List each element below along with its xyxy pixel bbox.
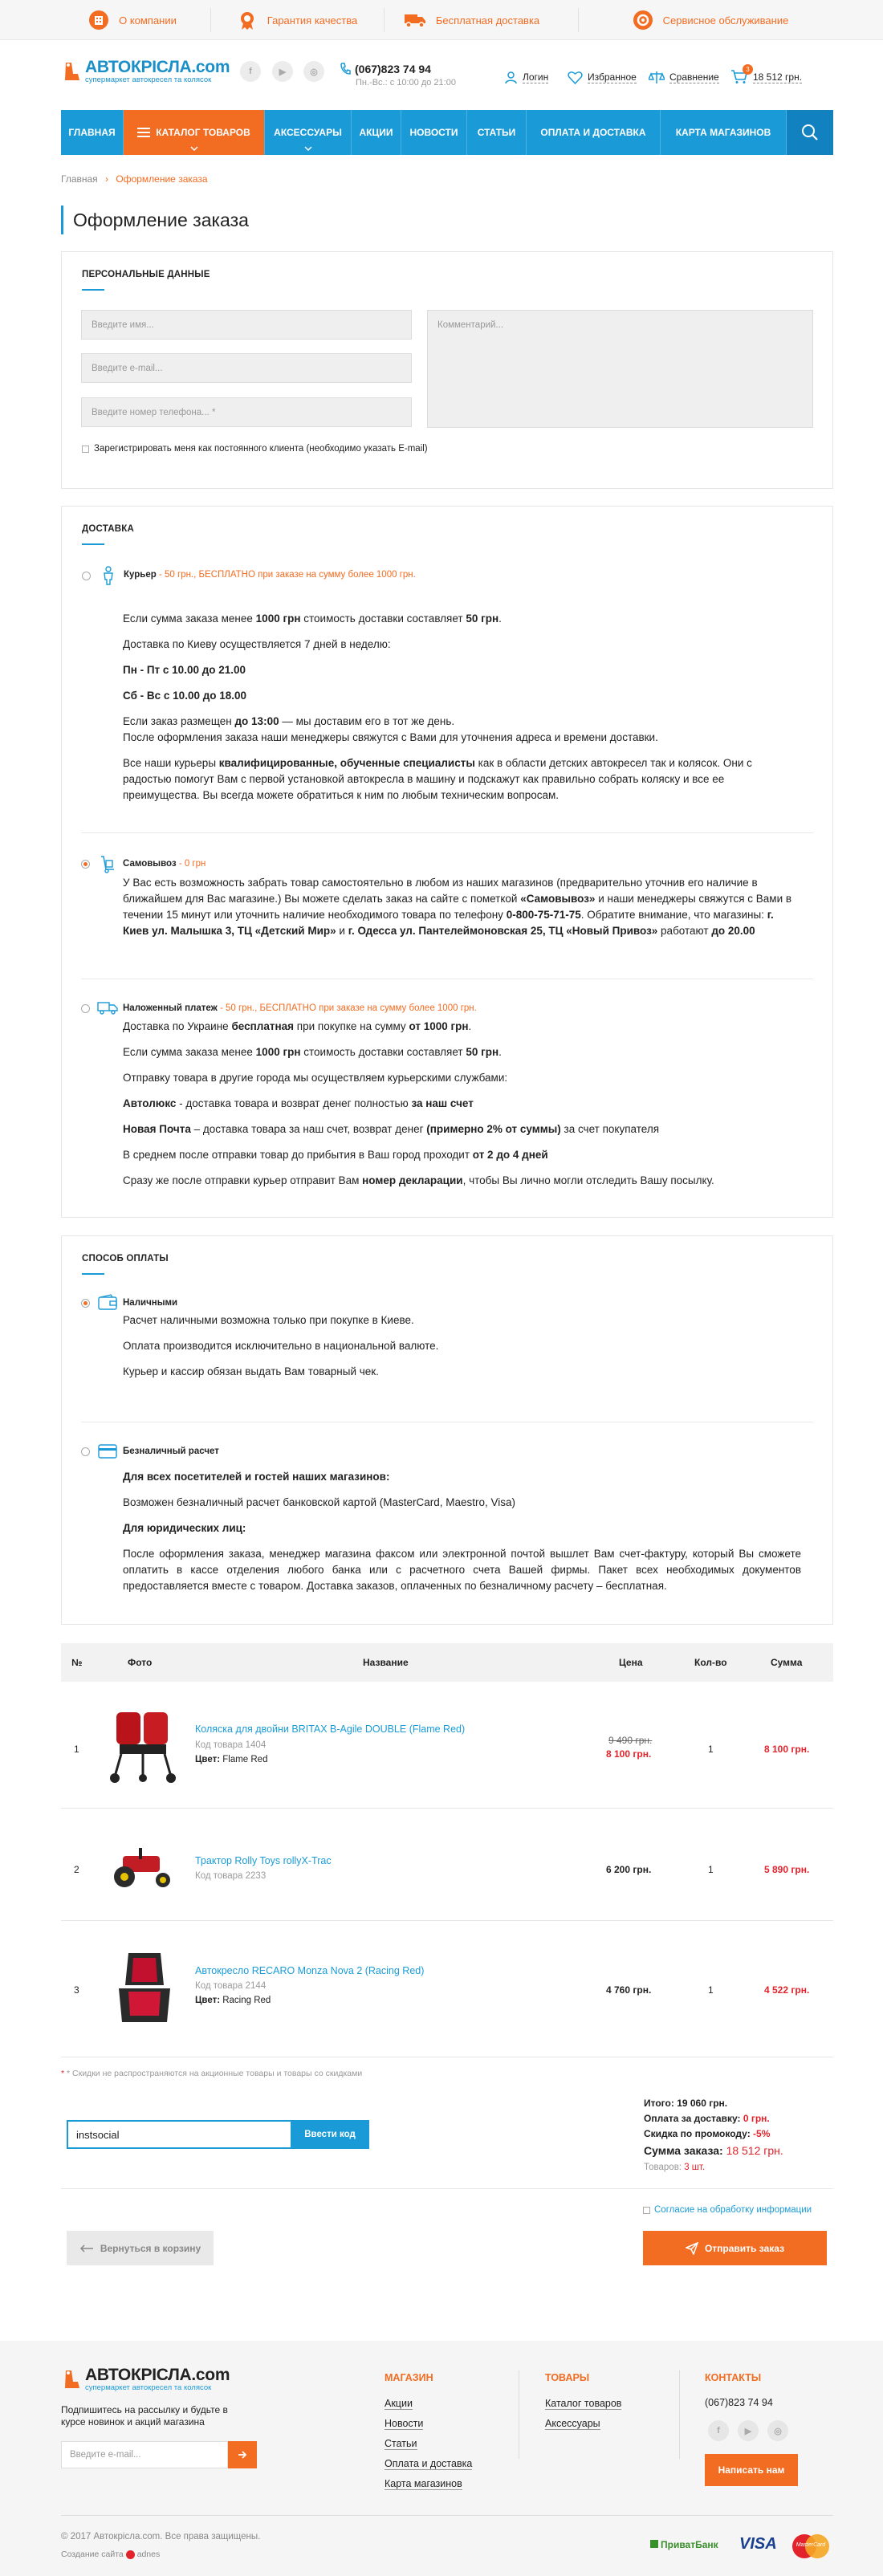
product-name-link[interactable]: Автокресло RECARO Monza Nova 2 (Racing Red) [195,1965,425,1976]
breadcrumb [61,173,208,185]
footer-link-sales[interactable]: Акции [385,2398,413,2409]
wallet-icon [98,1294,117,1310]
table-row: 1 Коляска для двойни BRITAX B-Agile DOUBLE (Flame Red) Код товара 1404 Цвет: Flame Red 9 490 грн. 8 100 грн. 1 8 100 грн. [61,1682,833,1809]
nav-catalog[interactable]: КАТАЛОГ ТОВАРОВ [124,110,265,155]
favorites-link[interactable] [568,71,637,84]
chevron-down-icon [190,146,198,151]
nav-sales[interactable]: АКЦИИ [352,110,401,155]
privatbank-logo: ПриватБанк [650,2539,718,2550]
product-code: Код товара 2144 [195,1981,267,1991]
quantity: 1 [708,1744,714,1755]
product-image-stroller[interactable] [107,1706,181,1784]
noncash-name: Безналичный расчет [123,1447,219,1456]
name-field[interactable]: Введите имя... [81,310,412,340]
register-label: Зарегистрировать меня как постоянного клиента (необходимо указать E-mail) [94,444,428,454]
footer-link-payment[interactable]: Оплата и доставка [385,2458,473,2469]
product-image-car-seat[interactable] [111,1950,178,2027]
promo-discount-line: Скидка по промокоду: -5% [644,2128,771,2139]
price: 4 760 грн. [606,1984,652,1996]
truck-icon [97,1000,118,1015]
cod-text: Доставка по Украине бесплатная при покупке на сумму от 1000 грн. Если сумма заказа менее 1000 грн стоимость доставки составляет 50 грн. Отправку товара в другие города мы осуществляем курьерскими службами: Автолюкс - доставка товара и возврат денег полностью за наш счет Новая Почта – доставка товара за наш счет, возврат денег (примерно 2% от суммы) за счет покупателя В среднем после отправки товар до прибытия в Ваш город проходит от 2 до 4 дней Сразу же после отправки курьер отправит Вам номер декларации, чтобы Вы лично могли отследить Вашу посылку. [123,1020,714,1186]
user-icon [504,71,518,84]
phone-field[interactable]: Введите номер телефона... * [81,397,412,427]
arrow-left-icon [79,2244,94,2252]
cod-name: Наложенный платеж - 50 грн., БЕСПЛАТНО при заказе на сумму более 1000 грн. [123,1003,477,1013]
personal-title: ПЕРСОНАЛЬНЫЕ ДАННЫЕ [82,270,210,279]
product-color: Цвет: Racing Red [195,1996,271,2005]
breadcrumb-arrow-icon: › [105,173,109,185]
line-sum: 8 100 грн. [764,1744,810,1755]
footer-link-map[interactable]: Карта магазинов [385,2478,462,2489]
footer-logo[interactable] [61,2366,230,2392]
noncash-text: Для всех посетителей и гостей наших магазинов: Возможен безналичный расчет банковской картой (MasterCard, Maestro, Visa) Для юридических лиц: После оформления заказа, менеджер магазина факсом или электронной почтой вышлет Вам счет-фактуру, который Вы сможете оплатить в кассе отделения любого банка или с расчетного счета Вашей фирмы. Пакет всех необходимых документов предоставляется вместе с товаром. Доставка заказов, оплаченных по безналичному расчету – бесплатная. [123,1471,801,1592]
promo-input[interactable]: instsocial [67,2120,292,2149]
product-color: Цвет: Flame Red [195,1755,268,1764]
menu-icon [137,128,150,137]
nav-payment-delivery[interactable]: ОПЛАТА И ДОСТАВКА [527,110,661,155]
send-order-button[interactable]: Отправить заказ [643,2231,827,2265]
search-icon [801,124,819,141]
instagram-icon[interactable]: ◎ [303,61,324,82]
comment-field[interactable]: Комментарий... [427,310,813,428]
cash-name: Наличными [123,1298,178,1308]
visa-logo: VISA [739,2535,777,2553]
topbar-quality[interactable] [213,0,381,40]
logo-name: АВТОКРІСЛА.com [85,58,230,76]
topbar-service[interactable] [586,0,835,40]
scales-icon [649,71,665,84]
youtube-icon[interactable]: ▶ [738,2420,759,2441]
arrow-right-icon [238,2450,247,2460]
courier-icon [102,566,115,585]
cash-radio[interactable] [81,1299,90,1308]
heart-icon [568,71,583,84]
credit-card-icon [98,1444,117,1459]
topbar-delivery-label: Бесплатная доставка [435,14,540,26]
cart-table-header: № Фото Название Цена Кол-во Сумма [61,1643,833,1682]
building-icon [88,10,109,31]
quantity: 1 [708,1864,714,1875]
footer-link-articles[interactable]: Статьи [385,2438,417,2449]
youtube-icon[interactable]: ▶ [272,61,293,82]
agree-checkbox[interactable] [643,2207,650,2214]
nav-search-button[interactable] [787,110,833,155]
instagram-icon[interactable]: ◎ [767,2420,788,2441]
cod-radio[interactable] [81,1004,90,1013]
copyright: © 2017 Автокрісла.com. Все права защищены. [61,2532,261,2541]
nav-articles[interactable]: СТАТЬИ [467,110,527,155]
login-label: Логин [523,71,549,83]
gear-icon [633,10,653,31]
nav-store-map[interactable]: КАРТА МАГАЗИНОВ [661,110,787,155]
noncash-radio[interactable] [81,1447,90,1456]
write-us-button[interactable]: Написать нам [705,2454,798,2486]
login-link[interactable] [504,71,548,84]
product-code: Код товара 2233 [195,1871,267,1881]
footer-link-accessories[interactable]: Аксессуары [545,2418,600,2429]
agree-label[interactable]: Согласие на обработку информации [654,2205,812,2215]
personal-data-section [61,251,833,489]
subscribe-email-input[interactable]: Введите e-mail... [61,2441,228,2468]
chevron-down-icon [304,146,312,151]
header-hours: Пн.-Вс.: с 10:00 до 21:00 [356,78,456,87]
courier-radio[interactable] [82,572,91,580]
topbar-service-label: Сервисное обслуживание [662,14,789,26]
payment-title: СПОСОБ ОПЛАТЫ [82,1254,169,1264]
favorites-label: Избранное [588,71,637,83]
medal-icon [237,10,258,31]
footer-phone[interactable]: (067)823 74 94 [705,2397,773,2408]
cart-count-badge: 3 [743,64,753,75]
topbar-about-label: О компании [119,14,177,26]
created-by[interactable]: Создание сайта adnes [61,2550,161,2559]
cart-total[interactable]: 18 512 грн. [753,71,803,83]
page-title: Оформление заказа [61,206,249,234]
line-sum: 4 522 грн. [764,1984,810,1996]
send-icon [686,2242,698,2255]
table-row: 2 Трактор Rolly Toys rollyX-Trac Код товара 2233 6 200 грн. 1 5 890 грн. [61,1809,833,1921]
total-line: Итого: 19 060 грн. [644,2098,728,2109]
product-image-tractor[interactable] [107,1845,181,1890]
items-count-line: Товаров: 3 шт. [644,2163,706,2172]
main-nav [61,110,833,155]
product-name-link[interactable]: Трактор Rolly Toys rollyX-Trac [195,1855,332,1866]
courier-name: Курьер - 50 грн., БЕСПЛАТНО при заказе на сумму более 1000 грн. [124,570,416,580]
footer-goods-title: ТОВАРЫ [545,2372,590,2383]
product-name-link[interactable]: Коляска для двойни BRITAX B-Agile DOUBLE (Flame Red) [195,1723,466,1735]
delivery-cost-line: Оплата за доставку: 0 грн. [644,2113,770,2124]
register-checkbox[interactable] [82,446,89,453]
nav-accessories[interactable]: АКСЕССУАРЫ [265,110,352,155]
facebook-icon[interactable]: f [708,2420,729,2441]
line-sum: 5 890 грн. [764,1864,810,1875]
truck-icon [404,11,426,29]
breadcrumb-home[interactable]: Главная [61,173,98,185]
price: 6 200 грн. [606,1864,652,1875]
compare-label: Сравнение [669,71,719,83]
price: 8 100 грн. [606,1748,652,1760]
hand-truck-icon [100,856,116,873]
footer-link-catalog[interactable]: Каталог товаров [545,2398,622,2409]
breadcrumb-current: Оформление заказа [116,173,208,185]
topbar-quality-label: Гарантия качества [267,14,358,26]
product-code: Код товара 1404 [195,1740,267,1750]
logo-sub: супермаркет автокресел та колясок [85,75,212,84]
topbar-about[interactable] [56,0,209,40]
promo-apply-button[interactable]: Ввести код [291,2120,369,2149]
cash-text: Расчет наличными возможна только при покупке в Киеве. Оплата производится исключительно в национальной валюте. Курьер и кассир обязан выдать Вам товарный чек. [123,1314,439,1378]
topbar-delivery[interactable] [385,0,558,40]
footer-logo-sub: супермаркет автокресел та колясок [85,2383,212,2392]
pickup-text: У Вас есть возможность забрать товар самостоятельно в любом из наших магазинов (предварительно уточнив его наличие в ближайшем для Вас магазине.) Вы можете сделать заказ на сайте с пометкой «Самовывоз» и наши менеджеры свяжутся с Вами в течении 15 минут или уточнить наличие необходимого товара по телефону 0-800-75-71-75. Обратите внимание, что магазины: г. Киев ул. Малышка 3, ТЦ «Детский Мир» и г. Одесса ул. Пантелеймоновская 25, ТЦ «Новый Привоз» работают до 20.00 [123,877,792,937]
mastercard-logo: MasterCard [792,2534,829,2558]
footer-shop-title: МАГАЗИН [385,2372,433,2383]
table-row: 3 Автокресло RECARO Monza Nova 2 (Racing Red) Код товара 2144 Цвет: Racing Red 4 760 грн. 1 4 522 грн. [61,1921,833,2057]
adnes-logo-icon [126,2550,135,2559]
order-sum-line: Сумма заказа: 18 512 грн. [644,2144,783,2157]
pickup-name: Самовывоз - 0 грн [123,859,206,869]
top-bar [0,0,883,40]
site-logo[interactable] [61,58,230,84]
phone-icon [340,63,351,75]
header-phone[interactable]: (067)823 74 94 [355,63,431,75]
delivery-title: ДОСТАВКА [82,524,134,534]
courier-text: Если сумма заказа менее 1000 грн стоимость доставки составляет 50 грн. Доставка по Киеву осуществляется 7 дней в неделю: Пн - Пт с 10.00 до 21.00 Сб - Вс с 10.00 до 18.00 Если заказ размещен до 13:00 — мы доставим его в тот же день. После оформления заказа наши менеджеры свяжутся с Вами для уточнения адреса и времени доставки. Все наши курьеры квалифицированные, обученные специалисты как в области детских автокресел так и колясок. Они с радостью помогут Вам с первой установкой автокресла в машину и подскажут как правильно собрать коляску и все ее преимущества. Вы всегда можете обратиться к ним по любым техническим вопросам. [123,612,752,801]
quantity: 1 [708,1984,714,1996]
compare-link[interactable] [649,71,719,84]
subscribe-button[interactable] [228,2441,257,2468]
footer-contacts-title: КОНТАКТЫ [705,2372,762,2383]
nav-news[interactable]: НОВОСТИ [401,110,467,155]
footer-link-news[interactable]: Новости [385,2418,424,2429]
facebook-icon[interactable]: f [240,61,261,82]
pickup-radio[interactable] [81,860,90,869]
car-seat-logo-icon [61,61,83,82]
back-to-cart-button[interactable]: Вернуться в корзину [67,2231,214,2265]
discount-note: * * Скидки не распространяются на акционные товары и товары со скидками [61,2069,363,2078]
subscribe-text: Подпишитесь на рассылку и будьте в курсе новинок и акций магазина [61,2404,228,2427]
old-price: 9 490 грн. [608,1735,653,1746]
footer-logo-name: АВТОКРІСЛА.com [85,2366,230,2384]
car-seat-logo-icon [61,2369,83,2390]
nav-home[interactable]: ГЛАВНАЯ [61,110,124,155]
email-field[interactable]: Введите e-mail... [81,353,412,383]
